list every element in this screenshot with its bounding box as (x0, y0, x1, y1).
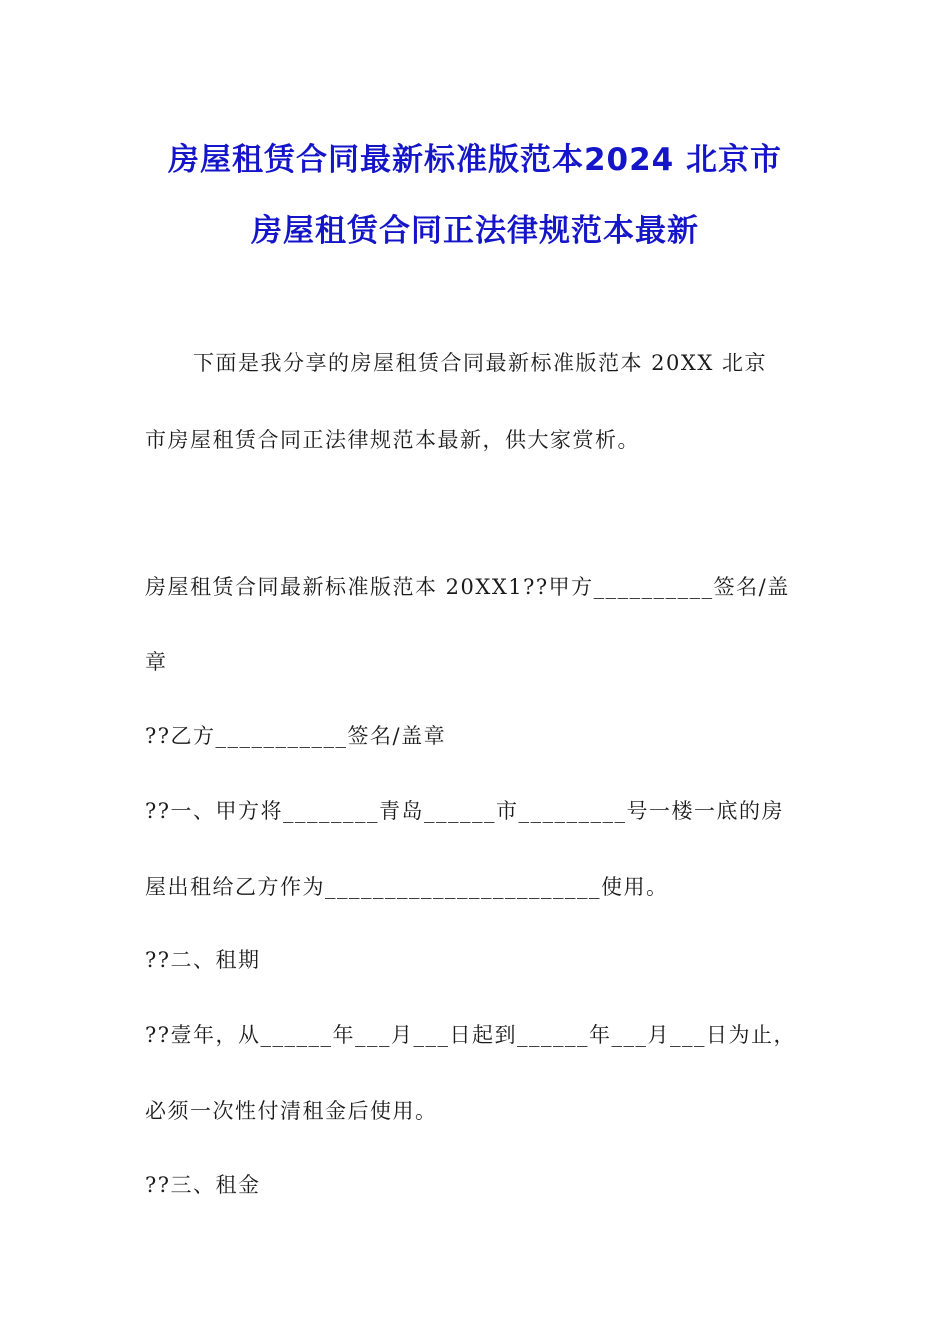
contract-heading-continuation: 章 (145, 650, 168, 674)
document-title-line-2: 房屋租赁合同正法律规范本最新 (251, 213, 699, 249)
contract-heading-line: 房屋租赁合同最新标准版范本 20XX1??甲方__________签名/盖 (145, 575, 790, 599)
document-title-line-1: 房屋租赁合同最新标准版范本2024 北京市 (167, 142, 783, 178)
intro-paragraph-line-1: 下面是我分享的房屋租赁合同最新标准版范本 20XX 北京 (193, 351, 767, 375)
clause-2-line-2: 必须一次性付清租金后使用。 (145, 1099, 438, 1123)
clause-1-line-2: 屋出租给乙方作为_______________________使用。 (145, 875, 669, 899)
intro-paragraph-line-2: 市房屋租赁合同正法律规范本最新，供大家赏析。 (145, 428, 640, 452)
party-b-line: ??乙方___________签名/盖章 (145, 724, 447, 748)
clause-3-heading: ??三、租金 (145, 1173, 261, 1197)
clause-1-line-1: ??一、甲方将________青岛______市_________号一楼一底的房 (145, 799, 785, 823)
clause-2-heading: ??二、租期 (145, 948, 261, 972)
clause-2-line-1: ??壹年，从______年___月___日起到______年___月___日为止， (145, 1023, 797, 1047)
